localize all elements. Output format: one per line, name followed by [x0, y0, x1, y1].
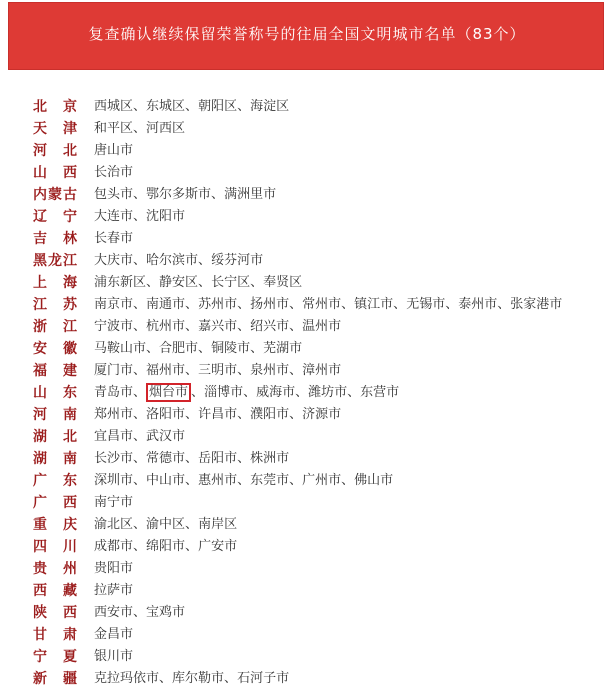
city-name: 苏州市 — [198, 297, 238, 312]
separator: 、 — [133, 319, 147, 334]
city-name: 银川市 — [94, 649, 134, 664]
separator: 、 — [250, 341, 264, 356]
province-char: 东 — [63, 473, 77, 489]
separator: 、 — [159, 671, 173, 686]
city-name: 广州市 — [302, 473, 342, 488]
province-char: 肃 — [63, 627, 77, 643]
separator: 、 — [185, 297, 199, 312]
province-char: 宁 — [33, 649, 47, 665]
city-name: 唐山市 — [94, 143, 134, 158]
province-char: 山 — [33, 165, 47, 181]
separator: 、 — [198, 275, 212, 290]
province-char: 广 — [33, 473, 47, 489]
separator: 、 — [133, 407, 147, 422]
province-char: 海 — [63, 275, 77, 291]
province-name — [33, 118, 77, 140]
city-names — [94, 580, 133, 602]
city-name: 朝阳区 — [198, 99, 238, 114]
province-name — [33, 426, 77, 448]
city-name: 西城区 — [94, 99, 134, 114]
province-char: 疆 — [63, 671, 77, 687]
province-name — [33, 338, 77, 360]
city-name: 东营市 — [360, 385, 400, 400]
separator: 、 — [133, 517, 147, 532]
city-name: 东城区 — [146, 99, 186, 114]
city-name: 温州市 — [302, 319, 342, 334]
city-name: 石河子市 — [237, 671, 290, 686]
province-char: 黑 — [33, 253, 47, 269]
province-char: 江 — [33, 297, 47, 313]
page-title: 复查确认继续保留荣誉称号的往届全国文明城市名单（83个） — [88, 25, 526, 43]
separator: 、 — [133, 451, 147, 466]
city-names — [94, 624, 133, 646]
city-names — [94, 96, 289, 118]
province-name — [33, 580, 77, 602]
city-name: 常德市 — [146, 451, 186, 466]
city-name: 包头市 — [94, 187, 134, 202]
city-name: 无锡市 — [406, 297, 446, 312]
separator: 、 — [133, 473, 147, 488]
city-names — [94, 162, 133, 184]
list-row — [0, 624, 612, 646]
separator: 、 — [341, 473, 355, 488]
city-name: 深圳市 — [94, 473, 134, 488]
province-name — [33, 250, 77, 272]
city-name: 绵阳市 — [146, 539, 186, 554]
city-names — [94, 360, 341, 382]
separator: 、 — [243, 385, 257, 400]
city-name: 扬州市 — [250, 297, 290, 312]
city-names — [94, 646, 133, 668]
city-name: 绍兴市 — [250, 319, 290, 334]
list-row — [0, 140, 612, 162]
list-row — [0, 360, 612, 382]
list-row — [0, 316, 612, 338]
separator: 、 — [445, 297, 459, 312]
separator: 、 — [191, 385, 205, 400]
list-row — [0, 646, 612, 668]
separator: 、 — [237, 451, 251, 466]
separator: 、 — [237, 407, 251, 422]
city-name: 奉贤区 — [263, 275, 303, 290]
city-names — [94, 558, 133, 580]
city-name: 长沙市 — [94, 451, 134, 466]
city-name: 南京市 — [94, 297, 134, 312]
city-name: 许昌市 — [198, 407, 238, 422]
province-char: 新 — [33, 671, 47, 687]
province-char: 宁 — [63, 209, 77, 225]
separator: 、 — [224, 671, 238, 686]
city-name: 淄博市 — [204, 385, 244, 400]
city-name: 中山市 — [146, 473, 186, 488]
separator: 、 — [185, 473, 199, 488]
list-row — [0, 228, 612, 250]
province-char: 西 — [63, 495, 77, 511]
list-row — [0, 558, 612, 580]
separator: 、 — [341, 297, 355, 312]
province-name — [33, 140, 77, 162]
separator: 、 — [133, 297, 147, 312]
province-char: 内 — [33, 187, 47, 203]
separator: 、 — [146, 341, 160, 356]
separator: 、 — [237, 99, 251, 114]
province-char: 林 — [63, 231, 77, 247]
list-row — [0, 668, 612, 690]
city-names — [94, 536, 237, 558]
highlighted-city: 烟台市 — [146, 383, 191, 402]
city-name: 满洲里市 — [224, 187, 277, 202]
city-names — [94, 448, 289, 470]
list-row — [0, 602, 612, 624]
province-name — [33, 228, 77, 250]
city-names — [94, 514, 237, 536]
province-char: 四 — [33, 539, 47, 555]
city-name: 广安市 — [198, 539, 238, 554]
city-names — [94, 602, 185, 624]
province-name — [33, 602, 77, 624]
province-char: 河 — [33, 407, 47, 423]
city-name: 常州市 — [302, 297, 342, 312]
province-char: 京 — [63, 99, 77, 115]
city-name: 泉州市 — [250, 363, 290, 378]
list-row — [0, 184, 612, 206]
province-char: 州 — [63, 561, 77, 577]
city-name: 岳阳市 — [198, 451, 238, 466]
separator: 、 — [289, 319, 303, 334]
province-name — [33, 162, 77, 184]
city-name: 嘉兴市 — [198, 319, 238, 334]
city-name: 浦东新区 — [94, 275, 147, 290]
province-name — [33, 448, 77, 470]
province-char: 南 — [63, 451, 77, 467]
city-name: 三明市 — [198, 363, 238, 378]
list-row — [0, 206, 612, 228]
province-char: 天 — [33, 121, 47, 137]
title-banner — [8, 2, 604, 70]
province-char: 庆 — [63, 517, 77, 533]
list-row — [0, 272, 612, 294]
province-char: 陕 — [33, 605, 47, 621]
city-names — [94, 316, 341, 338]
separator: 、 — [237, 473, 251, 488]
province-name — [33, 514, 77, 536]
list-row — [0, 294, 612, 316]
province-char: 山 — [33, 385, 47, 401]
city-name: 大连市 — [94, 209, 134, 224]
city-name: 西安市 — [94, 605, 134, 620]
province-name — [33, 470, 77, 492]
separator: 、 — [133, 121, 147, 136]
province-name — [33, 536, 77, 558]
province-char: 安 — [33, 341, 47, 357]
province-char: 川 — [63, 539, 77, 555]
separator: 、 — [198, 253, 212, 268]
province-char: 北 — [63, 143, 77, 159]
province-name — [33, 624, 77, 646]
city-names — [94, 668, 289, 690]
province-name — [33, 646, 77, 668]
city-name: 潍坊市 — [308, 385, 348, 400]
city-name: 静安区 — [159, 275, 199, 290]
city-names — [94, 272, 302, 294]
city-name: 威海市 — [256, 385, 296, 400]
list-row — [0, 118, 612, 140]
list-row — [0, 338, 612, 360]
province-char: 津 — [63, 121, 77, 137]
city-name: 鄂尔多斯市 — [146, 187, 212, 202]
separator: 、 — [133, 385, 147, 400]
city-name: 铜陵市 — [211, 341, 251, 356]
province-char: 湖 — [33, 451, 47, 467]
list-row — [0, 492, 612, 514]
city-name: 拉萨市 — [94, 583, 134, 598]
city-name: 渝中区 — [146, 517, 186, 532]
separator: 、 — [237, 363, 251, 378]
list-row — [0, 426, 612, 448]
city-name: 贵阳市 — [94, 561, 134, 576]
separator: 、 — [347, 385, 361, 400]
city-name: 泰州市 — [458, 297, 498, 312]
province-char: 辽 — [33, 209, 47, 225]
province-char: 蒙 — [48, 187, 62, 203]
province-char: 西 — [63, 605, 77, 621]
list-row — [0, 404, 612, 426]
city-name: 佛山市 — [354, 473, 394, 488]
city-name: 长宁区 — [211, 275, 251, 290]
separator: 、 — [237, 297, 251, 312]
province-char: 湖 — [33, 429, 47, 445]
province-char: 东 — [63, 385, 77, 401]
separator: 、 — [185, 407, 199, 422]
separator: 、 — [133, 209, 147, 224]
city-names — [94, 338, 302, 360]
separator: 、 — [133, 99, 147, 114]
province-char: 西 — [33, 583, 47, 599]
city-name: 合肥市 — [159, 341, 199, 356]
city-name: 武汉市 — [146, 429, 186, 444]
province-name — [33, 272, 77, 294]
list-row — [0, 162, 612, 184]
city-name: 济源市 — [302, 407, 342, 422]
separator: 、 — [185, 517, 199, 532]
province-char: 徽 — [63, 341, 77, 357]
list-row — [0, 250, 612, 272]
province-name — [33, 206, 77, 228]
city-name: 芜湖市 — [263, 341, 303, 356]
city-names — [94, 250, 263, 272]
separator: 、 — [289, 407, 303, 422]
city-name: 宝鸡市 — [146, 605, 186, 620]
city-names — [94, 382, 399, 404]
city-names — [94, 492, 133, 514]
separator: 、 — [393, 297, 407, 312]
city-name: 河西区 — [146, 121, 186, 136]
separator: 、 — [146, 275, 160, 290]
city-names — [94, 184, 276, 206]
city-name: 和平区 — [94, 121, 134, 136]
city-name: 渝北区 — [94, 517, 134, 532]
province-char: 江 — [63, 319, 77, 335]
city-name: 大庆市 — [94, 253, 134, 268]
separator: 、 — [133, 253, 147, 268]
province-char: 北 — [63, 429, 77, 445]
city-name: 东莞市 — [250, 473, 290, 488]
separator: 、 — [250, 275, 264, 290]
city-names — [94, 404, 341, 426]
list-row — [0, 96, 612, 118]
separator: 、 — [185, 319, 199, 334]
separator: 、 — [185, 451, 199, 466]
city-name: 青岛市 — [94, 385, 134, 400]
city-name: 福州市 — [146, 363, 186, 378]
province-name — [33, 382, 77, 404]
city-name: 库尔勒市 — [172, 671, 225, 686]
city-name: 金昌市 — [94, 627, 134, 642]
city-name: 镇江市 — [354, 297, 394, 312]
province-name — [33, 294, 77, 316]
separator: 、 — [211, 187, 225, 202]
city-name: 长春市 — [94, 231, 134, 246]
city-name: 长治市 — [94, 165, 134, 180]
city-name: 克拉玛依市 — [94, 671, 160, 686]
province-char: 河 — [33, 143, 47, 159]
province-char: 藏 — [63, 583, 77, 599]
province-char: 福 — [33, 363, 47, 379]
list-row — [0, 382, 612, 404]
separator: 、 — [133, 539, 147, 554]
city-name: 株洲市 — [250, 451, 290, 466]
city-name: 海淀区 — [250, 99, 290, 114]
separator: 、 — [133, 605, 147, 620]
separator: 、 — [133, 187, 147, 202]
city-name: 厦门市 — [94, 363, 134, 378]
province-name — [33, 316, 77, 338]
separator: 、 — [289, 363, 303, 378]
list-row — [0, 580, 612, 602]
separator: 、 — [133, 429, 147, 444]
province-char: 夏 — [63, 649, 77, 665]
province-char: 龙 — [48, 253, 62, 269]
city-names — [94, 118, 185, 140]
city-name: 哈尔滨市 — [146, 253, 199, 268]
province-char: 苏 — [63, 297, 77, 313]
province-char: 吉 — [33, 231, 47, 247]
city-names — [94, 228, 133, 250]
city-names — [94, 470, 393, 492]
province-char: 广 — [33, 495, 47, 511]
separator: 、 — [185, 539, 199, 554]
city-name: 绥芬河市 — [211, 253, 264, 268]
city-name: 宜昌市 — [94, 429, 134, 444]
separator: 、 — [198, 341, 212, 356]
separator: 、 — [237, 319, 251, 334]
city-name: 沈阳市 — [146, 209, 186, 224]
province-char: 甘 — [33, 627, 47, 643]
separator: 、 — [289, 473, 303, 488]
province-name — [33, 404, 77, 426]
city-names — [94, 294, 562, 316]
city-name: 成都市 — [94, 539, 134, 554]
list-row — [0, 448, 612, 470]
city-name: 濮阳市 — [250, 407, 290, 422]
separator: 、 — [185, 99, 199, 114]
city-name: 郑州市 — [94, 407, 134, 422]
list-row — [0, 514, 612, 536]
city-name: 南岸区 — [198, 517, 238, 532]
separator: 、 — [497, 297, 511, 312]
province-char: 上 — [33, 275, 47, 291]
province-name — [33, 558, 77, 580]
separator: 、 — [133, 363, 147, 378]
province-char: 建 — [63, 363, 77, 379]
province-char: 南 — [63, 407, 77, 423]
city-names — [94, 140, 133, 162]
city-name: 杭州市 — [146, 319, 186, 334]
province-name — [33, 96, 77, 118]
province-char: 贵 — [33, 561, 47, 577]
separator: 、 — [289, 297, 303, 312]
province-name — [33, 184, 77, 206]
city-names — [94, 206, 185, 228]
province-char: 北 — [33, 99, 47, 115]
city-name: 漳州市 — [302, 363, 342, 378]
separator: 、 — [295, 385, 309, 400]
province-char: 浙 — [33, 319, 47, 335]
list-row — [0, 470, 612, 492]
province-char: 江 — [63, 253, 77, 269]
city-name: 张家港市 — [510, 297, 563, 312]
separator: 、 — [185, 363, 199, 378]
city-names — [94, 426, 185, 448]
province-char: 西 — [63, 165, 77, 181]
city-name: 洛阳市 — [146, 407, 186, 422]
province-name — [33, 668, 77, 690]
province-char: 古 — [63, 187, 77, 203]
list-row — [0, 536, 612, 558]
province-name — [33, 492, 77, 514]
province-name — [33, 360, 77, 382]
city-name: 惠州市 — [198, 473, 238, 488]
city-name: 马鞍山市 — [94, 341, 147, 356]
city-name: 南宁市 — [94, 495, 134, 510]
city-name: 南通市 — [146, 297, 186, 312]
city-name: 宁波市 — [94, 319, 134, 334]
province-char: 重 — [33, 517, 47, 533]
